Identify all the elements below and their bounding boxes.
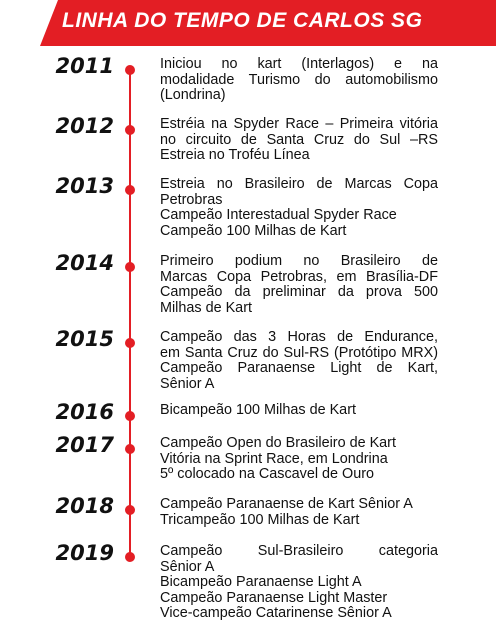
description-line: Bicampeão 100 Milhas de Kart xyxy=(160,402,356,418)
year-label: 2019 xyxy=(55,541,114,565)
description-line: Campeão Sul-Brasileiro categoria xyxy=(160,543,438,559)
year-label: 2012 xyxy=(55,114,114,138)
description-line: 5º colocado na Cascavel de Ouro xyxy=(160,466,375,482)
year-label: 2016 xyxy=(55,400,114,424)
description-line: Vice-campeão Catarinense Sênior A xyxy=(160,605,392,621)
entry-description xyxy=(160,177,438,239)
description-line: em Santa Cruz do Sul-RS (Protótipo MRX) xyxy=(160,344,438,361)
year-label: 2013 xyxy=(55,174,114,198)
year-label: 2011 xyxy=(55,54,114,78)
entry-description xyxy=(160,544,438,622)
description-line: Sênior A xyxy=(160,375,215,392)
timeline-dot xyxy=(125,65,135,75)
description-line: Tricampeão 100 Milhas de Kart xyxy=(160,511,360,528)
timeline-dot xyxy=(125,338,135,348)
entry-description xyxy=(160,436,438,483)
timeline-dot xyxy=(125,411,135,421)
description-line: Campeão das 3 Horas de Endurance, xyxy=(160,329,438,345)
page-title: LINHA DO TEMPO DE CARLOS SG xyxy=(62,9,423,32)
description-line: Iniciou no kart (Interlagos) e na xyxy=(160,56,438,72)
year-label: 2014 xyxy=(55,251,114,275)
timeline-line xyxy=(129,68,131,555)
entry-description xyxy=(160,117,438,164)
year-label: 2017 xyxy=(55,433,114,457)
description-line: Campeão 100 Milhas de Kart xyxy=(160,222,347,239)
description-line: Primeiro podium no Brasileiro de xyxy=(160,253,438,269)
entry-description xyxy=(160,254,438,316)
description-line: Estreia no Troféu Línea xyxy=(160,147,310,163)
entry-description xyxy=(160,330,438,392)
description-line: (Londrina) xyxy=(160,87,226,103)
description-line: Marcas Copa Petrobras, em Brasília-DF xyxy=(160,268,438,285)
description-line: Petrobras xyxy=(160,191,223,208)
entry-description xyxy=(160,403,438,419)
timeline-dot xyxy=(125,262,135,272)
description-line: Sênior A xyxy=(160,558,215,575)
description-line: Vitória na Sprint Race, em Londrina xyxy=(160,450,388,467)
description-line: Campeão da preliminar da prova 500 xyxy=(160,284,438,300)
description-line: modalidade Turismo do automobilismo xyxy=(160,71,438,88)
year-label: 2018 xyxy=(55,494,114,518)
entry-description xyxy=(160,57,438,104)
description-line: Campeão Paranaense Light de Kart, xyxy=(160,360,438,376)
description-line: Campeão Open do Brasileiro de Kart xyxy=(160,435,396,451)
description-line: Campeão Paranaense de Kart Sênior A xyxy=(160,496,413,512)
timeline-dot xyxy=(125,444,135,454)
description-line: Estréia na Spyder Race – Primeira vitória xyxy=(160,116,438,132)
description-line: Milhas de Kart xyxy=(160,299,252,316)
title-banner xyxy=(40,0,496,46)
year-label: 2015 xyxy=(55,327,114,351)
timeline-dot xyxy=(125,552,135,562)
timeline-dot xyxy=(125,185,135,195)
description-line: no circuito de Santa Cruz do Sul –RS xyxy=(160,131,438,148)
description-line: Bicampeão Paranaense Light A xyxy=(160,574,362,590)
timeline-dot xyxy=(125,125,135,135)
timeline-dot xyxy=(125,505,135,515)
description-line: Campeão Paranaense Light Master xyxy=(160,589,388,606)
description-line: Estreia no Brasileiro de Marcas Copa xyxy=(160,176,438,192)
entry-description xyxy=(160,497,438,528)
description-line: Campeão Interestadual Spyder Race xyxy=(160,207,397,223)
